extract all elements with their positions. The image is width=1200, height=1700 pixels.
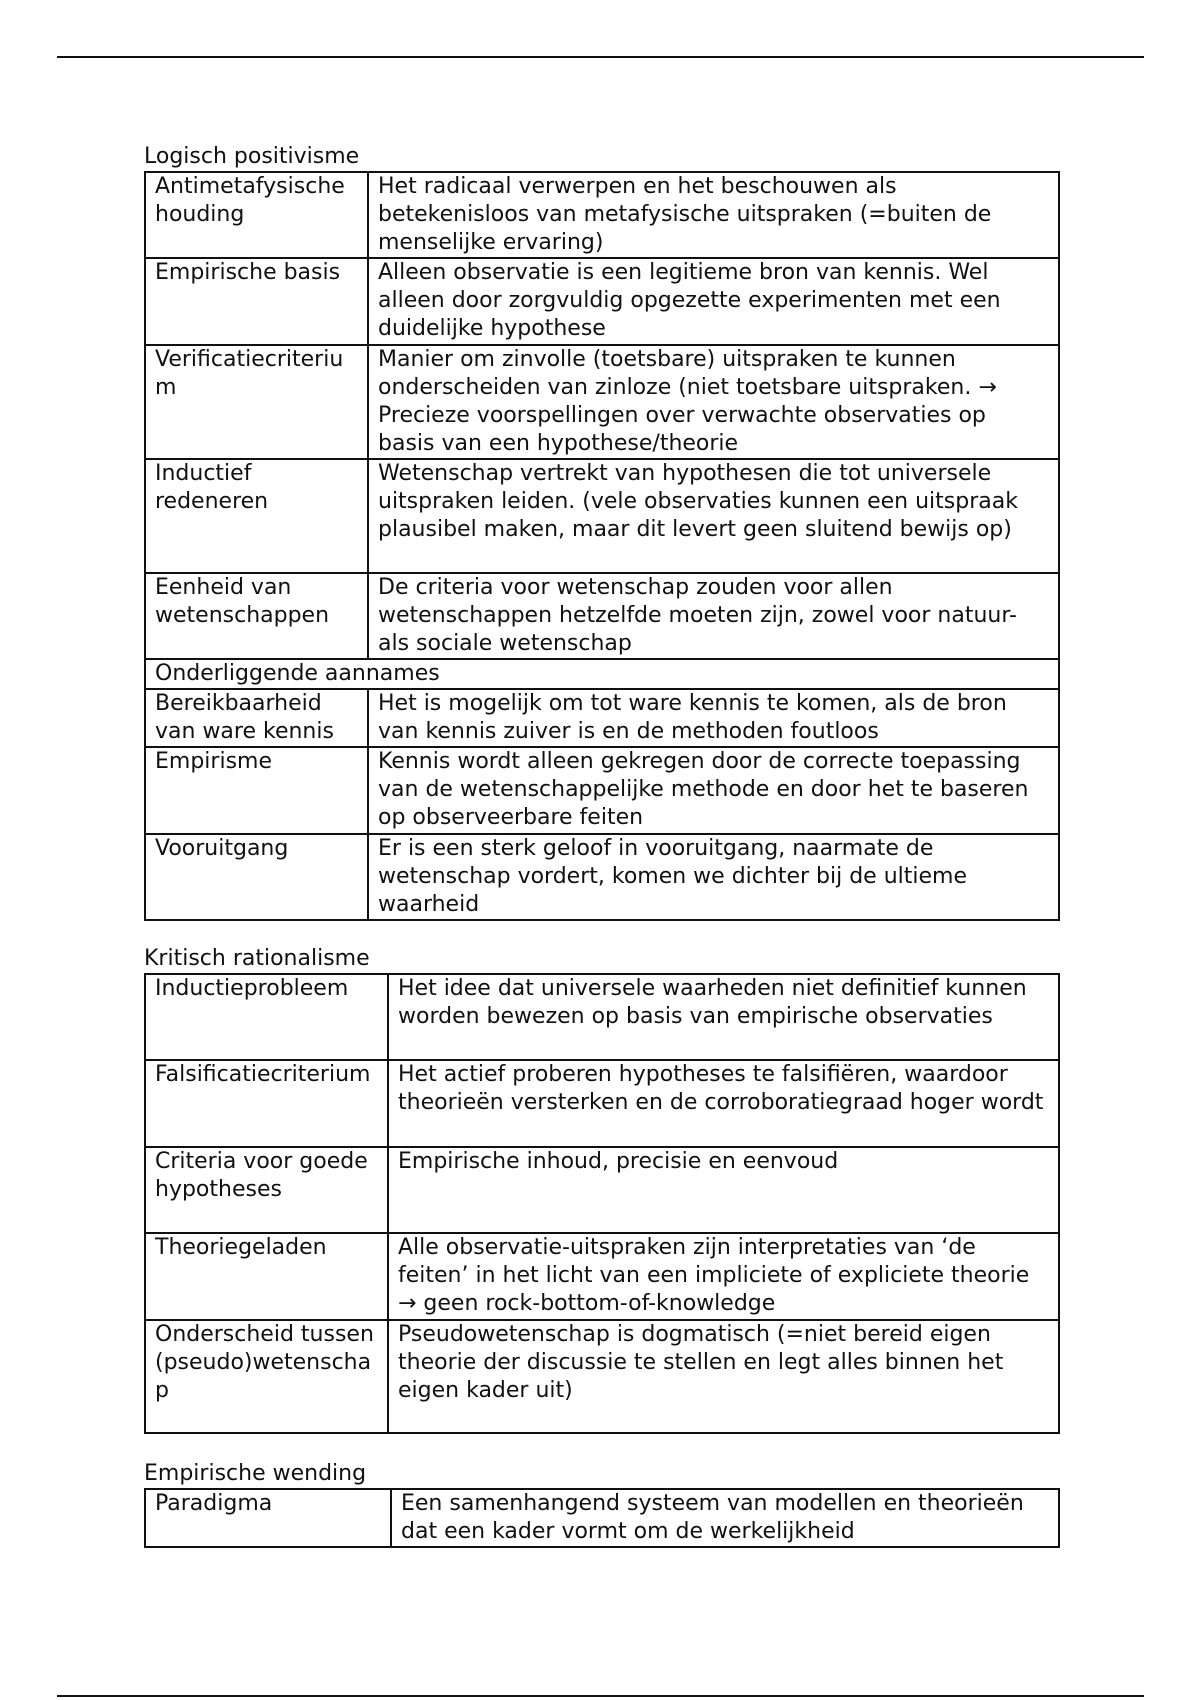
table-subheading-row <box>145 659 1059 689</box>
section-kritisch-rationalisme <box>144 945 1058 1434</box>
term-cell: Inductief redeneren <box>145 459 368 573</box>
section-empirische-wending <box>144 1460 1058 1548</box>
section-title: Kritisch rationalisme <box>144 946 370 971</box>
section-logisch-positivisme <box>144 143 1058 921</box>
table-row <box>145 1233 1059 1320</box>
definitions-table <box>144 171 1060 921</box>
table-row <box>145 172 1059 258</box>
description-cell: Pseudowetenschap is dogmatisch (=niet bereid eigen theorie der discussie te stellen en legt alles binnen het eigen kader uit) <box>388 1320 1059 1433</box>
table-row <box>145 258 1059 345</box>
term-cell: Falsificatiecriterium <box>145 1060 388 1147</box>
description-cell: Een samenhangend systeem van modellen en theorieën dat een kader vormt om de werkelijkheid <box>391 1489 1059 1547</box>
term-cell: Eenheid van wetenschappen <box>145 573 368 659</box>
term-cell: Empirisme <box>145 747 368 834</box>
description-cell: Alle observatie-uitspraken zijn interpretaties van ‘de feiten’ in het licht van een impliciete of expliciete theorie → geen rock-bottom-of-knowledge <box>388 1233 1059 1320</box>
table-row <box>145 747 1059 834</box>
definitions-table <box>144 1488 1060 1548</box>
term-cell: Empirische basis <box>145 258 368 345</box>
table-row <box>145 459 1059 573</box>
table-row <box>145 689 1059 747</box>
table-row <box>145 345 1059 459</box>
term-cell: Inductieprobleem <box>145 974 388 1060</box>
top-rule <box>57 56 1144 58</box>
term-cell: Antimetafysische houding <box>145 172 368 258</box>
term-cell: Criteria voor goede hypotheses <box>145 1147 388 1233</box>
table-row <box>145 1320 1059 1433</box>
description-cell: Wetenschap vertrekt van hypothesen die tot universele uitspraken leiden. (vele observaties kunnen een uitspraak plausibel maken, maar dit levert geen sluitend bewijs op) <box>368 459 1059 573</box>
description-cell: Kennis wordt alleen gekregen door de correcte toepassing van de wetenschappelijke methode en door het te baseren op observeerbare feiten <box>368 747 1059 834</box>
description-cell: Het radicaal verwerpen en het beschouwen als betekenisloos van metafysische uitspraken (=buiten de menselijke ervaring) <box>368 172 1059 258</box>
table-row <box>145 1060 1059 1147</box>
description-cell: Het is mogelijk om tot ware kennis te komen, als de bron van kennis zuiver is en de methoden foutloos <box>368 689 1059 747</box>
description-cell: De criteria voor wetenschap zouden voor allen wetenschappen hetzelfde moeten zijn, zowel voor natuur- als sociale wetenschap <box>368 573 1059 659</box>
table-row <box>145 974 1059 1060</box>
section-title: Logisch positivisme <box>144 144 360 169</box>
table-row <box>145 834 1059 920</box>
description-cell: Manier om zinvolle (toetsbare) uitspraken te kunnen onderscheiden van zinloze (niet toetsbare uitspraken. → Precieze voorspellingen over verwachte observaties op basis van een hypothese/theorie <box>368 345 1059 459</box>
term-cell: Onderscheid tussen (pseudo)wetenschap <box>145 1320 388 1433</box>
table-row <box>145 1489 1059 1547</box>
bottom-rule <box>57 1695 1144 1697</box>
table-row <box>145 1147 1059 1233</box>
term-cell: Verificatiecriterium <box>145 345 368 459</box>
subheading-cell: Onderliggende aannames <box>145 659 1059 689</box>
table-row <box>145 573 1059 659</box>
description-cell: Het idee dat universele waarheden niet definitief kunnen worden bewezen op basis van empirische observaties <box>388 974 1059 1060</box>
description-cell: Het actief proberen hypotheses te falsifiëren, waardoor theorieën versterken en de corroboratiegraad hoger wordt <box>388 1060 1059 1147</box>
section-title: Empirische wending <box>144 1461 367 1486</box>
definitions-table <box>144 973 1060 1434</box>
term-cell: Bereikbaarheid van ware kennis <box>145 689 368 747</box>
term-cell: Vooruitgang <box>145 834 368 920</box>
description-cell: Empirische inhoud, precisie en eenvoud <box>388 1147 1059 1233</box>
term-cell: Paradigma <box>145 1489 391 1547</box>
description-cell: Alleen observatie is een legitieme bron van kennis. Wel alleen door zorgvuldig opgezette experimenten met een duidelijke hypothese <box>368 258 1059 345</box>
description-cell: Er is een sterk geloof in vooruitgang, naarmate de wetenschap vordert, komen we dichter bij de ultieme waarheid <box>368 834 1059 920</box>
term-cell: Theoriegeladen <box>145 1233 388 1320</box>
